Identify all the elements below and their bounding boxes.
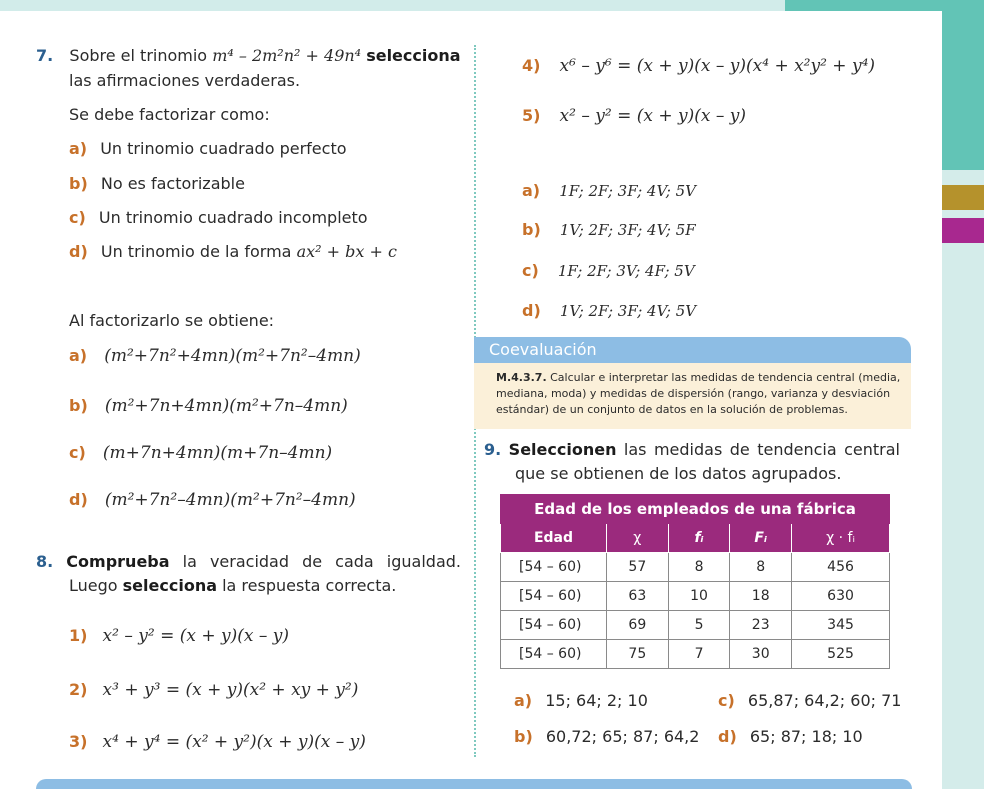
q8-item-4-label: 4): [522, 56, 541, 75]
q7-factor-d-expr: (m²+7n²–4mn)(m²+7n²–4mn): [104, 490, 356, 510]
top-band-accent: [785, 0, 942, 11]
q8-item-5: [522, 106, 746, 126]
cell-fi: 10: [668, 582, 730, 611]
q8-line1-bold: Comprueba: [66, 552, 170, 571]
cell-xfi: 345: [792, 611, 890, 640]
q7-factor-c[interactable]: [69, 443, 332, 463]
cell-edad: [54 – 60): [501, 611, 607, 640]
q7-form: ax² + bx + c: [296, 242, 397, 261]
q8-item-4: [522, 56, 875, 76]
q8-line2-bold: selecciona: [122, 576, 217, 595]
q9-answer-c-text: 65,87; 64,2; 60; 71: [747, 691, 902, 710]
header-Fi: Fᵢ: [730, 524, 792, 553]
q8-answer-a[interactable]: [522, 181, 696, 201]
q7-option-d[interactable]: [69, 242, 397, 262]
cell-x: 75: [607, 640, 669, 669]
cell-Fi: 30: [730, 640, 792, 669]
cell-x: 63: [607, 582, 669, 611]
chapter-tab-gold: [942, 185, 984, 210]
q8-answer-a-text: 1F; 2F; 3F; 4V; 5V: [559, 182, 696, 200]
cell-fi: 7: [668, 640, 730, 669]
cell-Fi: 8: [730, 553, 792, 582]
cell-xfi: 525: [792, 640, 890, 669]
q8-item-3-expr: x⁴ + y⁴ = (x² + y²)(x + y)(x – y): [102, 732, 366, 752]
q8-item-2-label: 2): [69, 680, 88, 699]
q8-item-5-label: 5): [522, 106, 541, 125]
q8-item-1-expr: x² – y² = (x + y)(x – y): [102, 626, 289, 646]
cell-x: 69: [607, 611, 669, 640]
q7-factor-c-expr: (m+7n+4mn)(m+7n–4mn): [102, 443, 333, 463]
coev-title: Coevaluación: [489, 340, 597, 359]
q9-number: 9.: [484, 440, 502, 459]
q9-bold: Seleccionen: [508, 440, 617, 459]
q8-answer-a-label: a): [522, 181, 541, 200]
q8-item-3: [69, 732, 366, 752]
q9-answer-d[interactable]: [718, 727, 863, 747]
cell-fi: 8: [668, 553, 730, 582]
q8-answer-c[interactable]: [522, 261, 695, 281]
q7-number: 7.: [36, 46, 54, 65]
q7-factor-a-label: a): [69, 346, 88, 365]
q7-option-d-text: Un trinomio de la forma: [100, 242, 292, 261]
table-row: [501, 611, 890, 640]
q7-option-c-label: c): [69, 208, 86, 227]
q7-option-a-label: a): [69, 139, 88, 158]
q8-prompt-line2: [69, 576, 396, 596]
q8-item-4-expr: x⁶ – y⁶ = (x + y)(x – y)(x⁴ + x²y² + y⁴): [559, 56, 876, 76]
q9-answer-a-label: a): [514, 691, 533, 710]
q8-item-2-expr: x³ + y³ = (x + y)(x² + xy + y²): [102, 680, 359, 700]
q9-answer-c[interactable]: [718, 691, 901, 711]
q8-item-5-expr: x² – y² = (x + y)(x – y): [559, 106, 746, 126]
q7-factor-b-label: b): [69, 396, 88, 415]
q7-factor-b[interactable]: [69, 396, 348, 416]
q7-option-c-text: Un trinomio cuadrado incompleto: [98, 208, 368, 227]
q7-factor-a-expr: (m²+7n²+4mn)(m²+7n²–4mn): [104, 346, 361, 366]
q9-prompt-line1: [484, 440, 900, 460]
q8-item-1-label: 1): [69, 626, 88, 645]
coev-code: M.4.3.7.: [496, 371, 547, 384]
header-fi: fᵢ: [668, 524, 730, 553]
q7-prompt-bold: selecciona: [366, 46, 461, 65]
cell-edad: [54 – 60): [501, 553, 607, 582]
cell-Fi: 18: [730, 582, 792, 611]
q8-answer-d-label: d): [522, 301, 541, 320]
q9-rest: las medidas de tendencia central: [623, 440, 900, 459]
header-edad: Edad: [501, 524, 607, 553]
cell-x: 57: [607, 553, 669, 582]
q9-answer-a-text: 15; 64; 2; 10: [545, 691, 648, 710]
q8-answer-c-text: 1F; 2F; 3V; 4F; 5V: [557, 262, 695, 280]
cell-xfi: 456: [792, 553, 890, 582]
table-caption: Edad de los empleados de una fábrica: [501, 495, 890, 524]
q8-answer-d[interactable]: [522, 301, 696, 321]
q8-item-2: [69, 680, 358, 700]
q8-answer-b[interactable]: [522, 220, 696, 240]
q9-answer-d-text: 65; 87; 18; 10: [749, 727, 863, 746]
q8-item-3-label: 3): [69, 732, 88, 751]
q9-answer-c-label: c): [718, 691, 735, 710]
q8-number: 8.: [36, 552, 54, 571]
chapter-tab-magenta: [942, 218, 984, 243]
q9-answer-d-label: d): [718, 727, 737, 746]
q7-factor-d-label: d): [69, 490, 88, 509]
q8-line2-b: la respuesta correcta.: [222, 576, 397, 595]
q9-answer-b-label: b): [514, 727, 533, 746]
cell-Fi: 23: [730, 611, 792, 640]
header-x: χ: [607, 524, 669, 553]
q8-line1-rest: la veracidad de cada igualdad.: [182, 552, 461, 571]
q7-factor-a[interactable]: [69, 346, 361, 366]
q7-option-d-label: d): [69, 242, 88, 261]
q7-obtained: Al factorizarlo se obtiene:: [69, 311, 275, 330]
q8-line2-a: Luego: [69, 576, 118, 595]
q8-answer-b-text: 1V; 2F; 3F; 4V; 5F: [559, 221, 696, 239]
table-row: [501, 582, 890, 611]
q8-answer-b-label: b): [522, 220, 541, 239]
q8-answer-c-label: c): [522, 261, 539, 280]
q9-prompt-line2: que se obtienen de los datos agrupados.: [515, 464, 842, 483]
q7-trinomial: m⁴ – 2m²n² + 49n⁴: [212, 46, 362, 65]
q9-answer-a[interactable]: [514, 691, 648, 711]
coev-criterion: [496, 370, 906, 418]
q7-option-b[interactable]: [69, 174, 245, 194]
q7-option-b-text: No es factorizable: [100, 174, 245, 193]
q7-option-c[interactable]: [69, 208, 368, 228]
table-row: [501, 553, 890, 582]
cell-edad: [54 – 60): [501, 640, 607, 669]
q9-answer-b-text: 60,72; 65; 87; 64,2: [545, 727, 700, 746]
q7-option-b-label: b): [69, 174, 88, 193]
q8-prompt-line1: [36, 552, 461, 572]
chapter-tab-teal: [942, 0, 984, 170]
q7-factor-as: Se debe factorizar como:: [69, 105, 270, 124]
grouped-data-table: [500, 494, 890, 669]
q8-item-1: [69, 626, 289, 646]
cell-edad: [54 – 60): [501, 582, 607, 611]
q7-prompt-a: Sobre el trinomio: [69, 46, 208, 65]
cell-fi: 5: [668, 611, 730, 640]
q7-option-a[interactable]: [69, 139, 347, 159]
q7-factor-b-expr: (m²+7n+4mn)(m²+7n–4mn): [104, 396, 348, 416]
table-row: [501, 640, 890, 669]
header-xfi: χ · fᵢ: [792, 524, 890, 553]
q7-factor-c-label: c): [69, 443, 86, 462]
q9-answer-b[interactable]: [514, 727, 699, 747]
next-section-bar: [36, 779, 912, 789]
q7-option-a-text: Un trinomio cuadrado perfecto: [100, 139, 347, 158]
q7-factor-d[interactable]: [69, 490, 356, 510]
coev-text: Calcular e interpretar las medidas de tendencia central (media, mediana, moda) y medidas de dispersión (rango, varianza y desviación estándar) de un conjunto de datos en la solución de problemas.: [496, 371, 901, 416]
q8-answer-d-text: 1V; 2F; 3F; 4V; 5V: [559, 302, 697, 320]
q7-prompt: [36, 46, 461, 66]
cell-xfi: 630: [792, 582, 890, 611]
q7-prompt-b: las afirmaciones verdaderas.: [69, 71, 301, 90]
